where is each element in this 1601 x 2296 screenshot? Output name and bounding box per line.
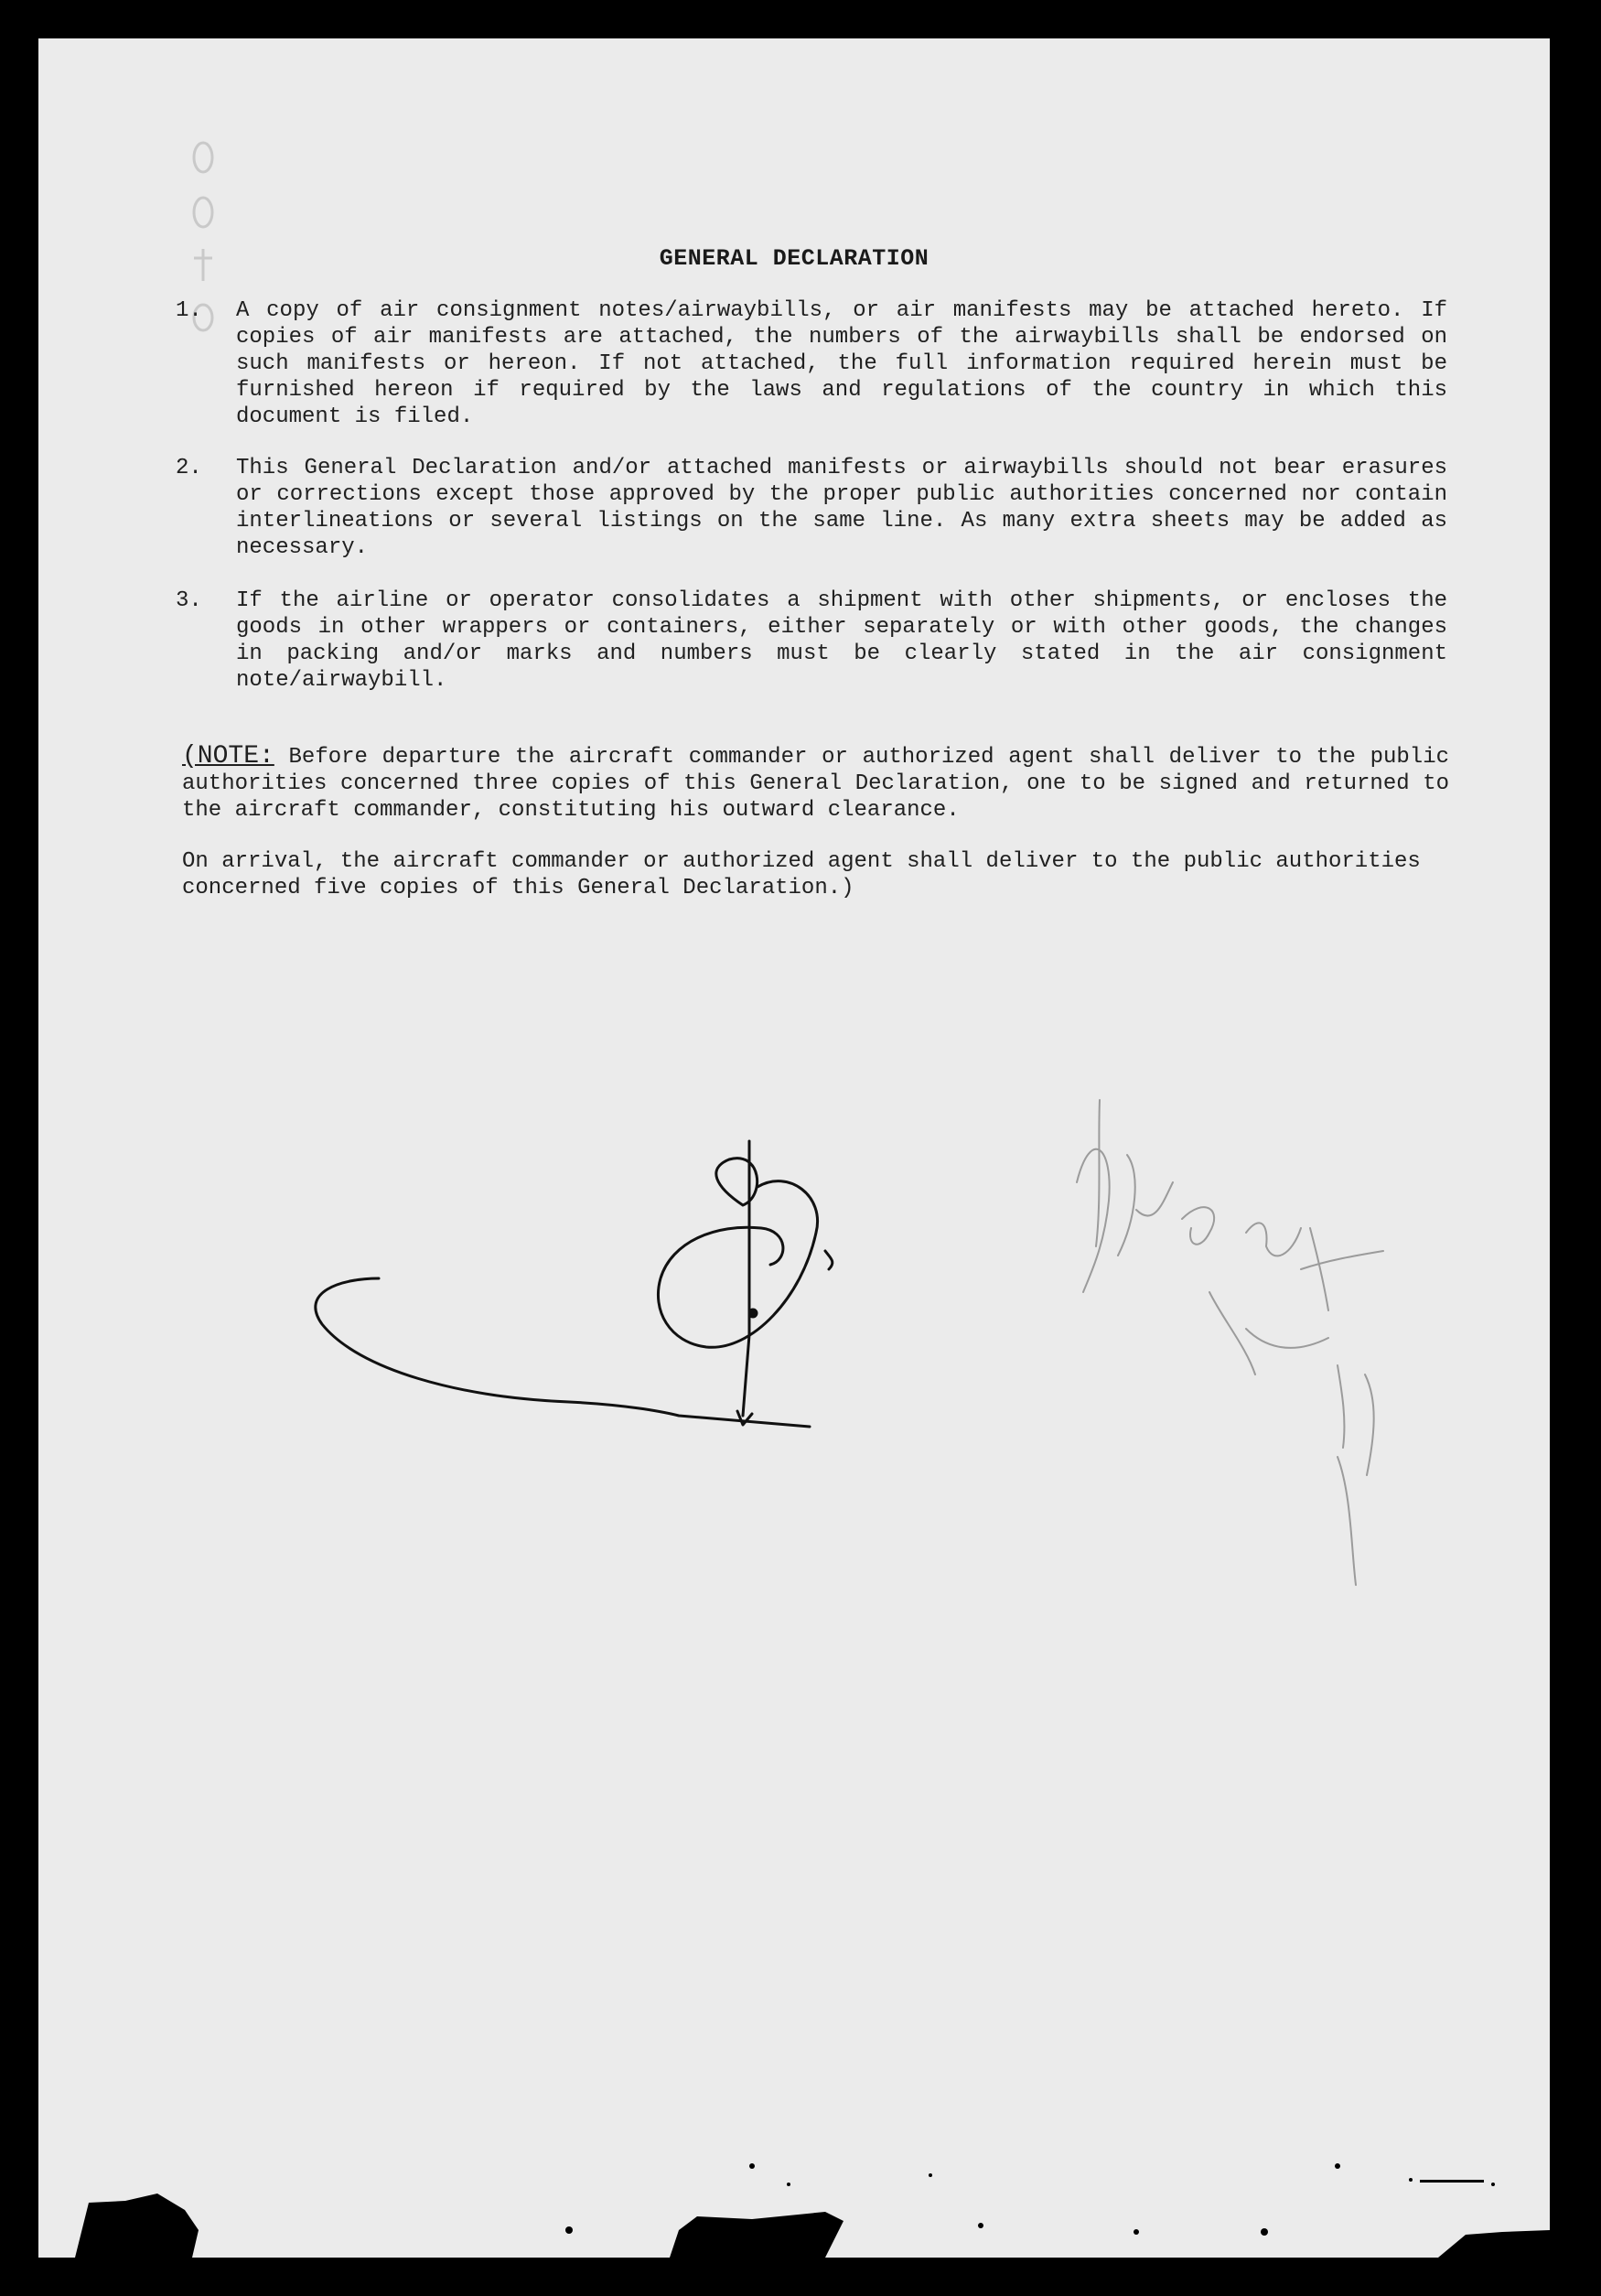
faded-handwritten-signature — [1026, 1073, 1502, 1649]
item-number: 3. — [176, 588, 202, 613]
document-title: GENERAL DECLARATION — [659, 245, 929, 272]
note-label: (NOTE: — [182, 742, 274, 771]
item-number: 2. — [176, 456, 202, 480]
document-page — [38, 38, 1550, 2258]
arrival-note: On arrival, the aircraft commander or authorized agent shall deliver to the public authorities concerned five copies of this General Declaration.) — [182, 849, 1421, 900]
item-text: If the airline or operator consolidates a shipment with other shipments, or encloses the goods in other wrappers or containers, either separately or with other goods, the changes in packing and/or marks and numbers must be clearly stated in the air consignment note/airwaybill. — [236, 588, 1447, 693]
departure-note — [182, 743, 1449, 824]
damaged-bottom-edge — [38, 2129, 1550, 2258]
handwritten-signature-ink — [276, 1095, 862, 1480]
item-number: 1. — [176, 298, 202, 323]
note-text: Before departure the aircraft commander or authorized agent shall deliver to the public authorities concerned three copies of this General Declaration, one to be signed and returned to the aircraft commander, constituting his outward clearance. — [182, 745, 1449, 823]
item-text: This General Declaration and/or attached manifests or airwaybills should not bear erasures or corrections except those approved by the proper public authorities concerned nor contain interlineations or several listings on the same line. As many extra sheets may be added as necessary. — [236, 456, 1447, 560]
item-text: A copy of air consignment notes/airwaybills, or air manifests may be attached hereto. If copies of air manifests are attached, the numbers of the airwaybills shall be endorsed on such manifests or hereon. If not attached, the full information required herein must be furnished hereon if required by the laws and regulations of the country in which this document is filed. — [236, 298, 1447, 429]
